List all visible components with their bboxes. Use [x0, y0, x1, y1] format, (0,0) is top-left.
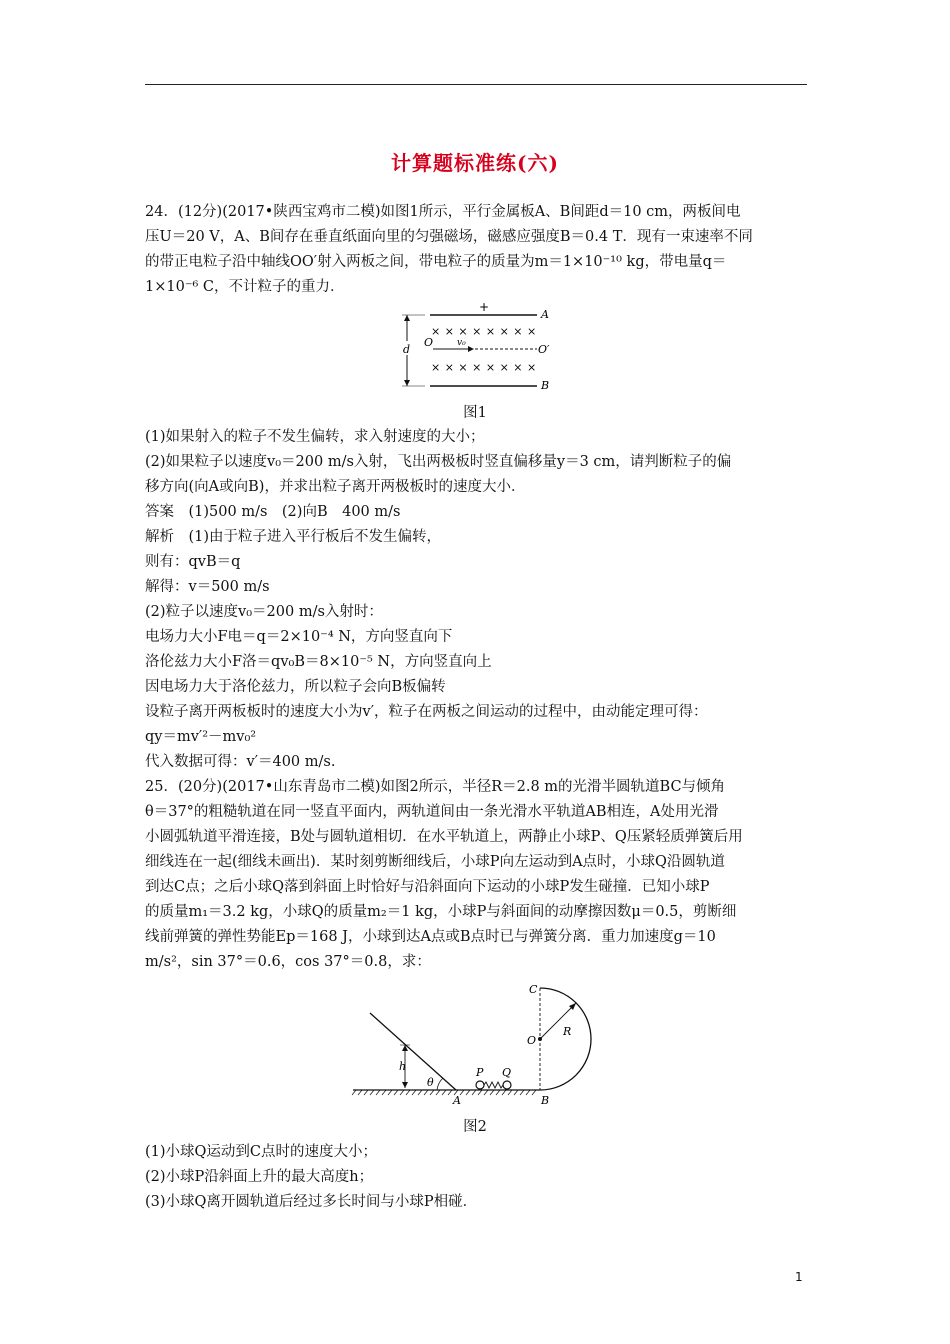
- label-d: d: [403, 343, 411, 356]
- velocity-arrowhead: [468, 346, 474, 352]
- q24-analysis-3: 解得：v＝500 m/s: [145, 579, 270, 595]
- q24-sub-1: (1)如果射入的粒子不发生偏转，求入射速度的大小；: [145, 429, 485, 445]
- q25-line-4: 细线连在一起(细线未画出)．某时刻剪断细线后，小球P向左运动到A点时，小球Q沿圆轨道: [145, 854, 725, 870]
- figure-2-caption: 图2: [463, 1119, 487, 1135]
- figure-1-caption: 图1: [463, 405, 487, 421]
- q24-analysis-1: 解析 (1)由于粒子进入平行板后不发生偏转，: [145, 529, 442, 545]
- q24-line-1: 24．(12分)(2017•陕西宝鸡市二模)如图1所示，平行金属板A、B间距d＝10 cm，两板间电: [145, 204, 741, 220]
- page-number: 1: [795, 1270, 803, 1284]
- header-rule: [145, 84, 807, 85]
- q25-sub-3: (3)小球Q离开圆轨道后经过多长时间与小球P相碰．: [145, 1194, 478, 1210]
- label-a: A: [453, 1094, 461, 1107]
- label-theta: θ: [427, 1076, 434, 1089]
- center-dot: [538, 1037, 542, 1041]
- label-q: Q: [502, 1066, 512, 1079]
- q25-line-3: 小圆弧轨道平滑连接，B处与圆轨道相切．在水平轨道上，两静止小球P、Q压紧轻质弹簧后用: [145, 829, 743, 845]
- q25-line-2: θ＝37°的粗糙轨道在同一竖直平面内，两轨道间由一条光滑水平轨道AB相连，A处用光滑: [145, 804, 719, 820]
- q25-line-1: 25．(20分)(2017•山东青岛市二模)如图2所示，半径R＝2.8 m的光滑半圆轨道BC与倾角: [145, 779, 726, 795]
- q24-sub-2-cont: 移方向(向A或向B)，并求出粒子离开两极板时的速度大小．: [145, 479, 526, 495]
- q24-analysis-9: qy＝mv′²－mv₀²: [145, 729, 257, 745]
- label-v0: v₀: [457, 338, 466, 348]
- q24-analysis-8: 设粒子离开两板板时的速度大小为v′，粒子在两板之间运动的过程中，由动能定理可得：: [145, 704, 708, 720]
- label-o: O: [424, 336, 434, 349]
- label-p: P: [476, 1066, 484, 1079]
- q24-analysis-6: 洛伦兹力大小F洛＝qv₀B＝8×10⁻⁵ N，方向竖直向上: [145, 654, 492, 670]
- q25-sub-1: (1)小球Q运动到C点时的速度大小；: [145, 1144, 378, 1160]
- semicircle-track: [540, 988, 591, 1090]
- q24-line-2: 压U＝20 V，A、B间存在垂直纸面向里的匀强磁场，磁感应强度B＝0.4 T．现有一束速率不同: [145, 229, 753, 245]
- figure-2: [350, 978, 610, 1108]
- page-title: 计算题标准练(六): [391, 151, 559, 175]
- q25-line-7: 线前弹簧的弹性势能Ep＝168 J，小球到达A点或B点时已与弹簧分离．重力加速度g＝10: [145, 929, 716, 945]
- field-crosses-bottom: × × × × × × × ×: [431, 361, 537, 374]
- label-r: R: [563, 1025, 572, 1038]
- q24-analysis-2: 则有：qvB＝q: [145, 554, 241, 570]
- q24-analysis-5: 电场力大小F电＝q＝2×10⁻⁴ N，方向竖直向下: [145, 629, 453, 645]
- q24-sub-2: (2)如果粒子以速度v₀＝200 m/s入射，飞出两极板时竖直偏移量y＝3 cm，请判断粒子的偏: [145, 454, 732, 470]
- plus-sign: +: [479, 300, 490, 314]
- ground-hatching: [352, 1090, 536, 1095]
- d-arrow-down: [404, 380, 410, 386]
- ball-p: [476, 1081, 484, 1089]
- q24-answer: 答案 (1)500 m/s (2)向B 400 m/s: [145, 504, 401, 520]
- q25-line-6: 的质量m₁＝3.2 kg，小球Q的质量m₂＝1 kg，小球P与斜面间的动摩擦因数μ＝0.5，剪断细: [145, 904, 737, 920]
- label-c: C: [529, 983, 538, 996]
- d-arrow-up: [404, 315, 410, 321]
- q24-analysis-10: 代入数据可得：v′＝400 m/s.: [145, 754, 336, 770]
- q25-line-8: m/s²，sin 37°＝0.6，cos 37°＝0.8，求：: [145, 954, 431, 970]
- q24-analysis-7: 因电场力大于洛伦兹力，所以粒子会向B板偏转: [145, 679, 446, 695]
- q24-line-3: 的带正电粒子沿中轴线OO′射入两板之间，带电粒子的质量为m＝1×10⁻¹⁰ kg，带电量q＝: [145, 254, 727, 270]
- label-b: B: [541, 379, 550, 392]
- figure-1: [395, 300, 560, 392]
- q24-analysis-4: (2)粒子以速度v₀＝200 m/s入射时：: [145, 604, 383, 620]
- theta-arc: [437, 1078, 443, 1090]
- q25-sub-2: (2)小球P沿斜面上升的最大高度h；: [145, 1169, 374, 1185]
- field-crosses-top: × × × × × × × ×: [431, 325, 537, 338]
- q24-line-4: 1×10⁻⁶ C，不计粒子的重力．: [145, 279, 345, 295]
- label-a: A: [541, 308, 549, 321]
- label-h: h: [399, 1060, 407, 1073]
- ball-q: [503, 1081, 511, 1089]
- label-o: O: [527, 1034, 537, 1047]
- label-b: B: [541, 1094, 550, 1107]
- spring: [484, 1082, 503, 1088]
- label-o-prime: O′: [538, 343, 550, 356]
- q25-line-5: 到达C点；之后小球Q落到斜面上时恰好与沿斜面向下运动的小球P发生碰撞．已知小球P: [145, 879, 710, 895]
